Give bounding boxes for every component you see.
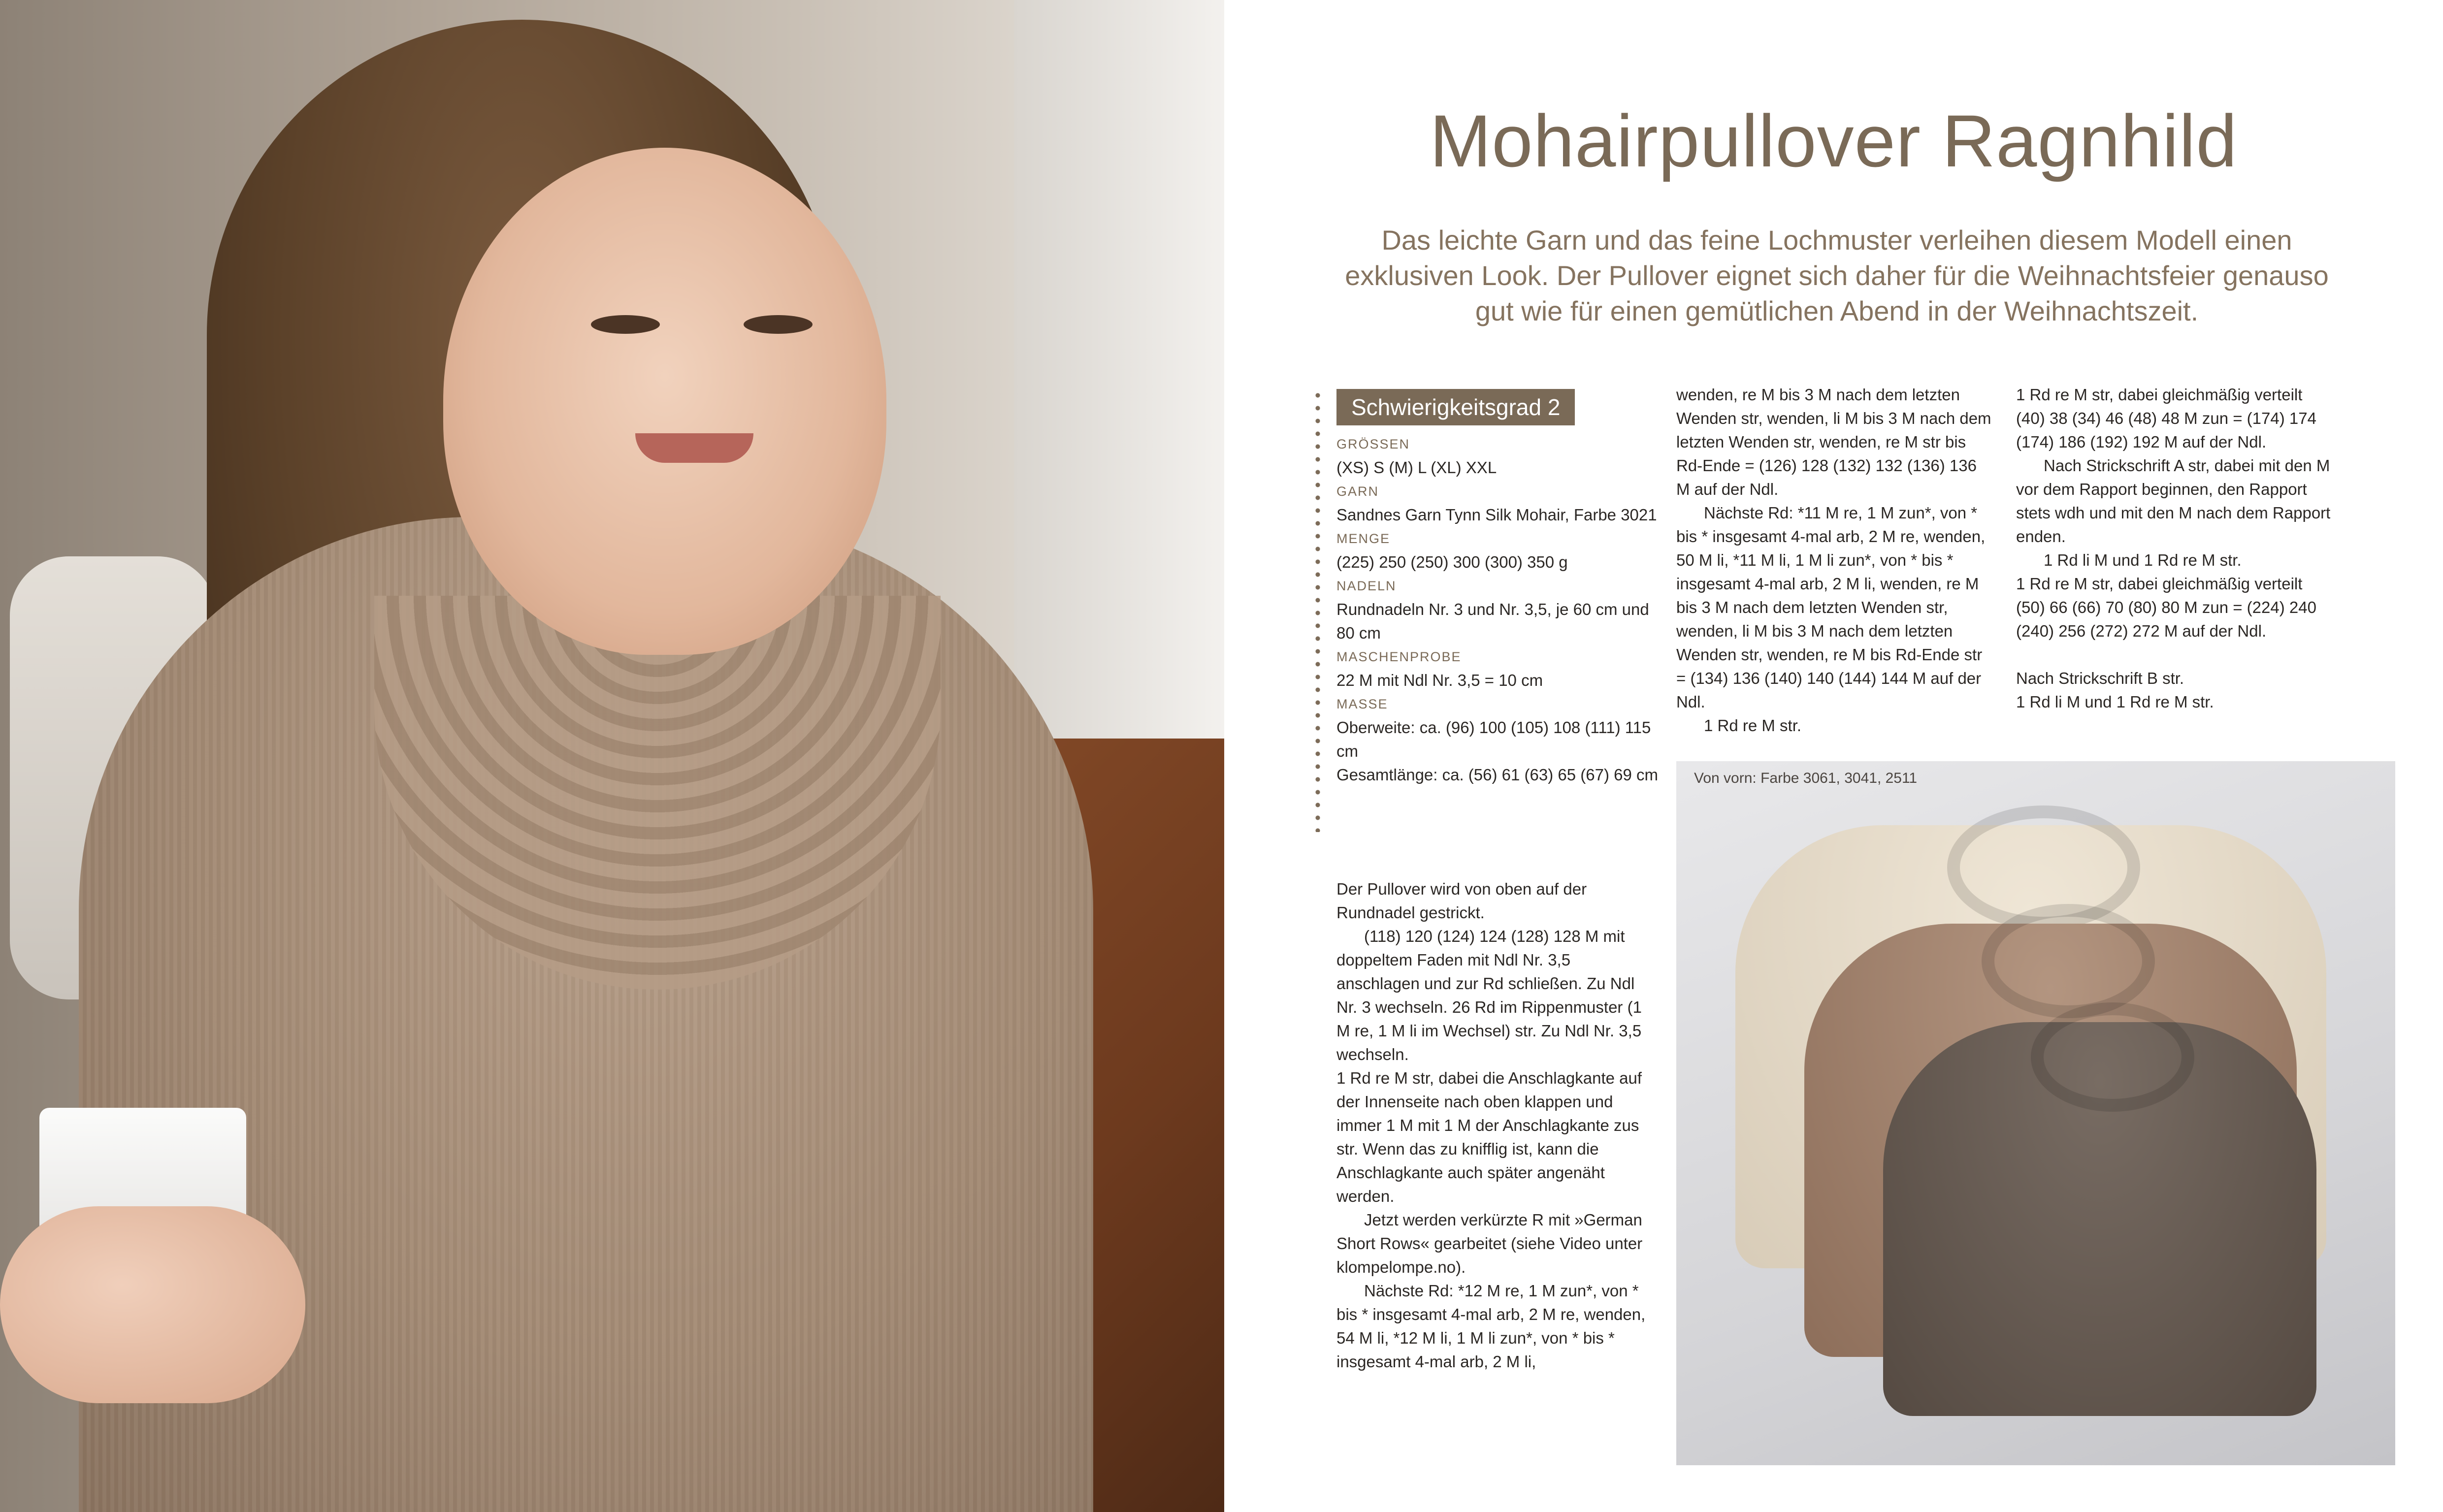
paragraph: 1 Rd li M und 1 Rd re M str. <box>2044 551 2242 569</box>
spec-list <box>1336 432 1661 787</box>
left-eye <box>591 315 660 334</box>
paragraph: 1 Rd re M str, dabei die Anschlagkante auf der Innenseite nach oben klappen und immer 1 M mit 1 M der Anschlagkante zus str. Wenn das zu knifflig ist, kann die Anschlagkante auch später angenäht werden. <box>1336 1069 1642 1205</box>
photo-caption: Von vorn: Farbe 3061, 3041, 2511 <box>1694 770 1918 786</box>
intro-text: Das leichte Garn und das feine Lochmuster verleihen diesem Modell einen exklusiven Look. Der Pullover eignet sich daher für die Weihnachtsfeier genauso gut wie für einen gemütlichen Abend in der Weihnachtszeit. <box>1345 225 2329 326</box>
neckline <box>2031 1002 2194 1112</box>
spec-item <box>1336 645 1661 692</box>
grey-sweater <box>1883 1022 2316 1416</box>
spec-value: 22 M mit Ndl Nr. 3,5 = 10 cm <box>1336 671 1543 689</box>
spec-item <box>1336 527 1661 574</box>
spec-value: Sandnes Garn Tynn Silk Mohair, Farbe 3021 <box>1336 506 1657 524</box>
paragraph: Nächste Rd: *12 M re, 1 M zun*, von * bis * insgesamt 4-mal arb, 2 M re, wenden, 54 M li, *12 M li, 1 M li zun*, von * bis * insgesamt 4-mal arb, 2 M li, <box>1336 1282 1646 1371</box>
paragraph: 1 Rd re M str. <box>1704 716 1802 735</box>
face <box>443 148 886 655</box>
spec-value: Rundnadeln Nr. 3 und Nr. 3,5, je 60 cm und 80 cm <box>1336 600 1649 642</box>
spec-label: GRÖSSEN <box>1336 437 1410 451</box>
instructions-column-2 <box>1676 383 1991 738</box>
spec-item <box>1336 432 1661 480</box>
paragraph: (118) 120 (124) 124 (128) 128 M mit doppeltem Faden mit Ndl Nr. 3,5 anschlagen und zur Rd schließen. Zu Ndl Nr. 3 wechseln. 26 Rd im Rippenmuster (1 M re, 1 M li im Wechsel) str. Zu Ndl Nr. 3,5 wechseln. <box>1336 927 1642 1063</box>
spec-label: GARN <box>1336 484 1379 499</box>
spec-item <box>1336 480 1661 527</box>
difficulty-badge: Schwierigkeitsgrad 2 <box>1336 389 1575 425</box>
spec-value: Gesamtlänge: ca. (56) 61 (63) 65 (67) 69 cm <box>1336 766 1658 784</box>
spec-value: (XS) S (M) L (XL) XXL <box>1336 458 1497 477</box>
paragraph: 1 Rd re M str, dabei gleichmäßig verteilt (50) 66 (66) 70 (80) 80 M zun = (224) 240 (240) 256 (272) 272 M auf der Ndl. <box>2016 575 2316 640</box>
paragraph: 1 Rd li M und 1 Rd re M str. <box>2016 693 2214 711</box>
instructions-column-1 <box>1336 877 1652 1374</box>
right-eye <box>744 315 813 334</box>
window-light <box>1014 0 1224 739</box>
instructions-column-3 <box>2016 383 2331 714</box>
dotted-divider <box>1315 389 1321 832</box>
page-title: Mohairpullover Ragnhild <box>1430 99 2238 182</box>
spec-item <box>1336 763 1661 787</box>
paragraph: wenden, re M bis 3 M nach dem letzten Wenden str, wenden, li M bis 3 M nach dem letzten Wenden str, wenden, re M str bis Rd-Ende = (126) 128 (132) 132 (136) 136 M auf der Ndl. <box>1676 386 1991 498</box>
spec-label: MASCHENPROBE <box>1336 649 1462 664</box>
paragraph: Nächste Rd: *11 M re, 1 M zun*, von * bis * insgesamt 4-mal arb, 2 M re, wenden, 50 M li, *11 M li, 1 M li zun*, von * bis * insgesamt 4-mal arb, 2 M li, wenden, re M bis 3 M nach dem letzten Wenden str, wenden, li M bis 3 M nach dem letzten Wenden str, wenden, re M bis Rd-Ende str = (134) 136 (140) 140 (144) 144 M auf der Ndl. <box>1676 504 1986 711</box>
paragraph: Nach Strickschrift A str, dabei mit den M vor dem Rapport beginnen, den Rapport stets wdh und mit den M nach dem Rapport enden. <box>2016 456 2331 546</box>
neckline <box>1982 904 2155 1018</box>
spec-value: (225) 250 (250) 300 (300) 350 g <box>1336 553 1568 571</box>
spec-value: Oberweite: ca. (96) 100 (105) 108 (111) 115 cm <box>1336 718 1651 760</box>
spec-item <box>1336 692 1661 763</box>
spec-label: NADELN <box>1336 579 1397 593</box>
hands <box>0 1206 305 1403</box>
paragraph: 1 Rd re M str, dabei gleichmäßig verteilt (40) 38 (34) 46 (48) 48 M zun = (174) 174 (174) 186 (192) 192 M auf der Ndl. <box>2016 386 2316 451</box>
spec-label: MASSE <box>1336 697 1388 711</box>
paragraph: Der Pullover wird von oben auf der Rundnadel gestrickt. <box>1336 880 1587 922</box>
spec-item <box>1336 574 1661 645</box>
smile <box>635 433 753 463</box>
spec-label: MENGE <box>1336 531 1391 546</box>
sweaters-photo <box>1676 761 2395 1465</box>
paragraph: Jetzt werden verkürzte R mit »German Short Rows« gearbeitet (siehe Video unter klompelompe.no). <box>1336 1211 1643 1276</box>
paragraph: Nach Strickschrift B str. <box>2016 669 2184 687</box>
